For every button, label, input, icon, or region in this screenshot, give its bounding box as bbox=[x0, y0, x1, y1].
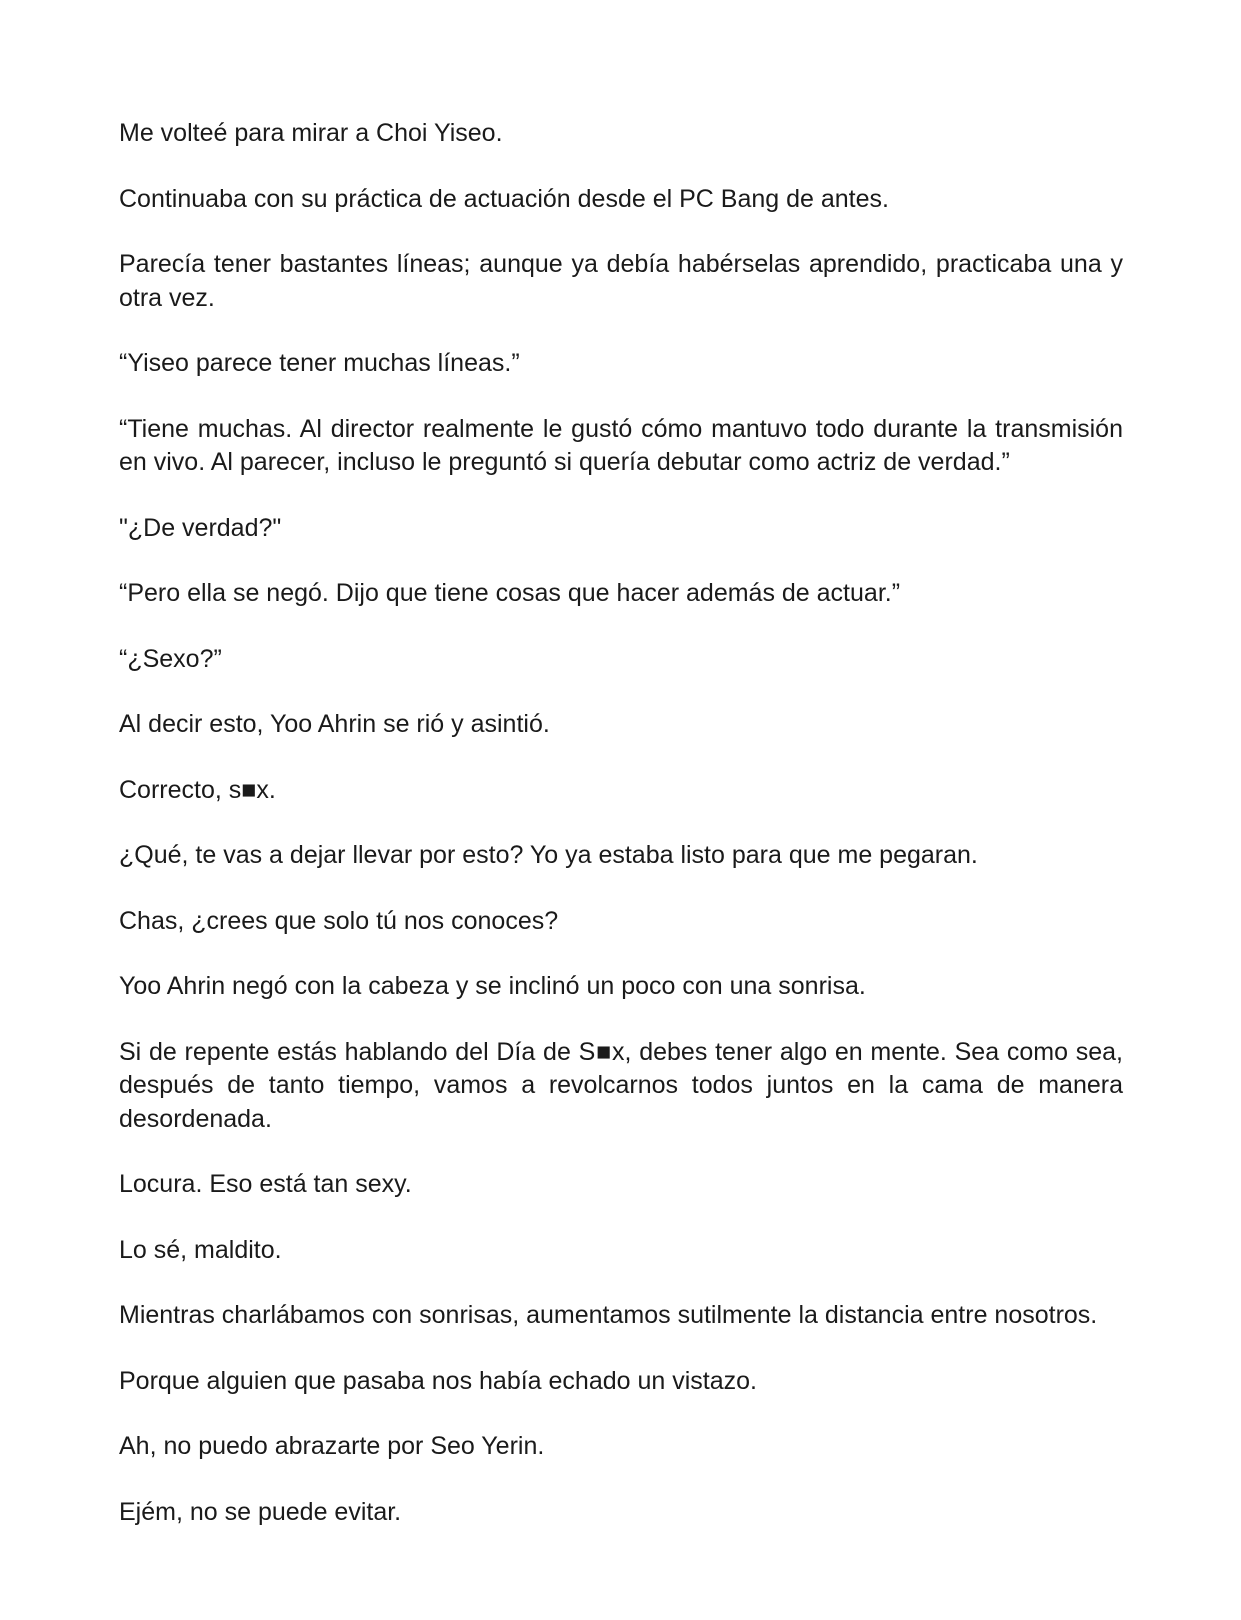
paragraph: “Yiseo parece tener muchas líneas.” bbox=[119, 349, 520, 377]
paragraph: Continuaba con su práctica de actuación desde el PC Bang de antes. bbox=[119, 184, 889, 213]
paragraph: “Tiene muchas. Al director realmente le gustó cómo mantuvo todo durante la transmisión en vivo. Al parecer, incluso le preguntó si quería debutar como actriz de verdad.” bbox=[119, 414, 1123, 476]
paragraph: “¿Sexo?” bbox=[119, 644, 222, 673]
paragraph: Ah, no puedo abrazarte por Seo Yerin. bbox=[119, 1432, 545, 1460]
document-body bbox=[119, 117, 1123, 1561]
paragraph: Parecía tener bastantes líneas; aunque ya debía habérselas aprendido, practicaba una y otra vez. bbox=[119, 250, 1123, 312]
paragraph: Ejém, no se puede evitar. bbox=[119, 1497, 402, 1526]
paragraph: Correcto, s■x. bbox=[119, 775, 276, 804]
paragraph: Chas, ¿crees que solo tú nos conoces? bbox=[119, 906, 559, 935]
paragraph: Lo sé, maldito. bbox=[119, 1235, 282, 1264]
paragraph: Al decir esto, Yoo Ahrin se rió y asintió. bbox=[119, 710, 550, 738]
paragraph: Locura. Eso está tan sexy. bbox=[119, 1170, 412, 1198]
paragraph: Mientras charlábamos con sonrisas, aumentamos sutilmente la distancia entre nosotros. bbox=[119, 1301, 1098, 1329]
paragraph: Yoo Ahrin negó con la cabeza y se inclinó un poco con una sonrisa. bbox=[119, 972, 866, 1000]
paragraph: Si de repente estás hablando del Día de S■x, debes tener algo en mente. Sea como sea, después de tanto tiempo, vamos a revolcarnos todos juntos en la cama de manera desordenada. bbox=[119, 1037, 1123, 1133]
paragraph: "¿De verdad?" bbox=[119, 513, 282, 542]
paragraph: Me volteé para mirar a Choi Yiseo. bbox=[119, 119, 503, 147]
paragraph: “Pero ella se negó. Dijo que tiene cosas que hacer además de actuar.” bbox=[119, 579, 901, 607]
paragraph: Porque alguien que pasaba nos había echado un vistazo. bbox=[119, 1366, 757, 1395]
paragraph: ¿Qué, te vas a dejar llevar por esto? Yo ya estaba listo para que me pegaran. bbox=[119, 841, 978, 869]
